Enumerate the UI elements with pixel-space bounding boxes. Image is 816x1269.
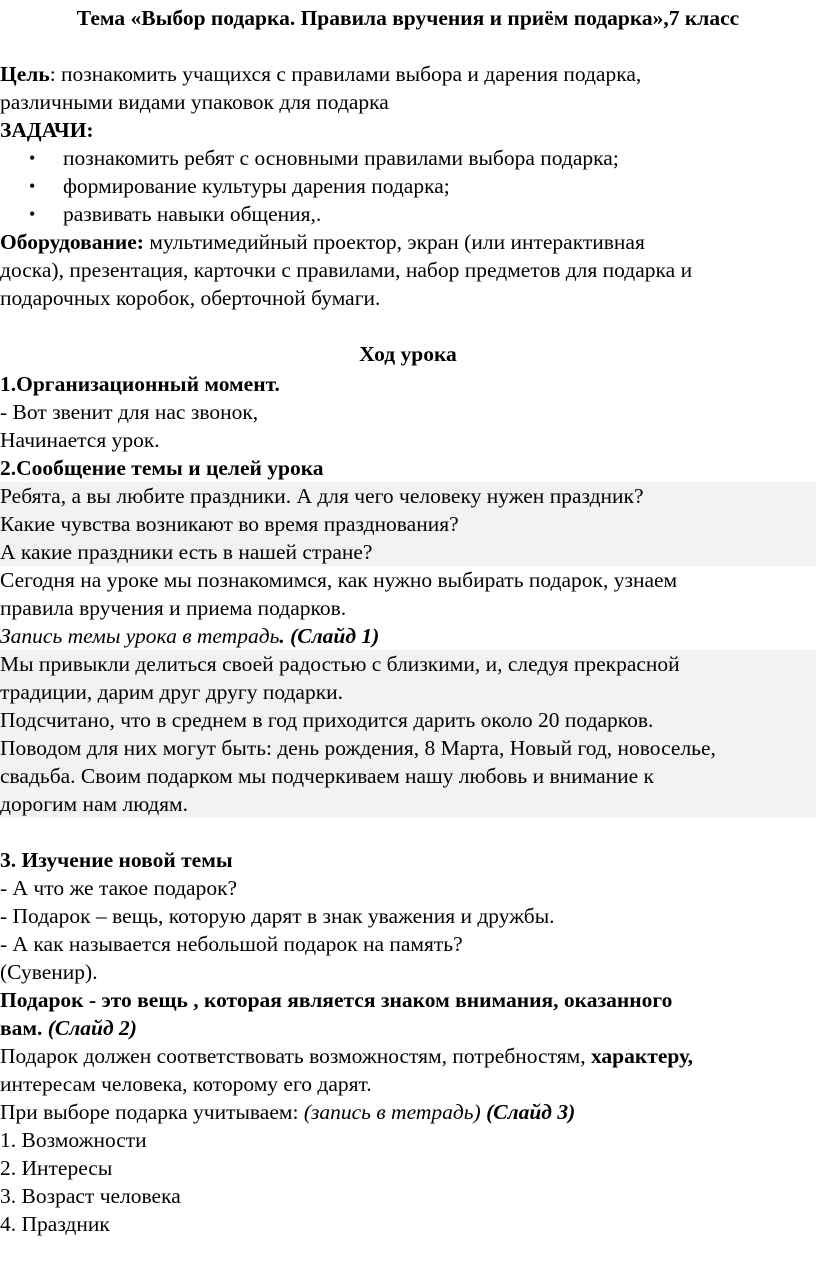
definition-line-2 — [0, 1014, 137, 1042]
list-item: 3. Возраст человека — [0, 1184, 181, 1208]
document-title: Тема «Выбор подарка. Правила вручения и приём подарка»,7 класс — [76, 6, 740, 30]
section2-line: А какие праздники есть в нашей стране? — [0, 540, 373, 564]
section2-line: Ребята, а вы любите праздники. А для чего человеку нужен праздник? — [0, 484, 644, 508]
list-item: 2. Интересы — [0, 1156, 113, 1180]
section2-paragraph-line: Подсчитано, что в среднем в год приходится дарить около 20 подарков. — [0, 708, 654, 732]
bullet-icon: • — [29, 176, 36, 196]
slide1-note — [0, 622, 379, 650]
choice-note: (запись в тетрадь) — [303, 1100, 481, 1124]
task-item: познакомить ребят с основными правилами выбора подарка; — [63, 146, 619, 170]
gift-bold-word: характеру, — [590, 1044, 694, 1068]
slide-reference: . (Слайд 1) — [279, 624, 380, 648]
section2-paragraph-line: дорогим нам людям. — [0, 792, 189, 816]
gift-text: Подарок должен соответствовать возможностям, потребностям, — [0, 1044, 591, 1068]
gift-paragraph-line-2: интересам человека, которому его дарят. — [0, 1072, 372, 1096]
section2-heading: 2.Сообщение темы и целей урока — [0, 456, 324, 480]
list-item: 4. Праздник — [0, 1212, 110, 1236]
slide-reference: (Слайд 3) — [480, 1100, 576, 1124]
choice-text: При выборе подарка учитываем: — [0, 1100, 304, 1124]
goal-text: : познакомить учащихся с правилами выбора и дарения подарка, — [49, 62, 642, 86]
definition-end: вам. — [0, 1016, 48, 1040]
note-italic: Запись темы урока в тетрадь — [0, 624, 280, 648]
section3-line: - Подарок – вещь, которую дарят в знак уважения и дружбы. — [0, 904, 555, 928]
section3-line: (Сувенир). — [0, 960, 98, 984]
definition-line-1: Подарок - это вещь , которая является знаком внимания, оказанного — [0, 988, 673, 1012]
gift-paragraph-line-1 — [0, 1042, 693, 1070]
section3-heading: 3. Изучение новой темы — [0, 848, 233, 872]
equipment-label: Оборудование: — [0, 230, 144, 254]
section2-line: правила вручения и приема подарков. — [0, 596, 347, 620]
task-item: формирование культуры дарения подарка; — [63, 174, 450, 198]
section2-line: Какие чувства возникают во время празднования? — [0, 512, 459, 536]
section1-heading: 1.Организационный момент. — [0, 372, 280, 396]
section2-paragraph-line: традиции, дарим друг другу подарки. — [0, 680, 344, 704]
goal-line-2: различными видами упаковок для подарка — [0, 90, 389, 114]
section3-line: - А как называется небольшой подарок на память? — [0, 932, 463, 956]
list-item: 1. Возможности — [0, 1128, 147, 1152]
section2-paragraph-line: свадьба. Своим подарком мы подчеркиваем нашу любовь и внимание к — [0, 764, 655, 788]
equipment-line-2: доска), презентация, карточки с правилами, набор предметов для подарка и — [0, 258, 693, 282]
section2-paragraph-line: Поводом для них могут быть: день рождения, 8 Марта, Новый год, новоселье, — [0, 736, 716, 760]
section2-line: Сегодня на уроке мы познакомимся, как нужно выбирать подарок, узнаем — [0, 568, 678, 592]
equipment-line-3: подарочных коробок, оберточной бумаги. — [0, 286, 381, 310]
section3-line: - А что же такое подарок? — [0, 876, 238, 900]
section1-line: - Вот звенит для нас звонок, — [0, 400, 259, 424]
bullet-icon: • — [29, 148, 36, 168]
goal-line-1 — [0, 60, 641, 88]
slide-reference: (Слайд 2) — [47, 1016, 137, 1040]
choice-line — [0, 1098, 575, 1126]
tasks-label: ЗАДАЧИ: — [0, 118, 94, 142]
bullet-icon: • — [29, 204, 36, 224]
task-item: развивать навыки общения,. — [63, 202, 322, 226]
section2-paragraph-line: Мы привыкли делиться своей радостью с близкими, и, следуя прекрасной — [0, 652, 680, 676]
section1-line: Начинается урок. — [0, 428, 160, 452]
lesson-heading: Ход урока — [359, 342, 457, 366]
equipment-text: мультимедийный проектор, экран (или интерактивная — [143, 230, 645, 254]
equipment-line-1 — [0, 228, 645, 256]
goal-label: Цель — [0, 62, 50, 86]
